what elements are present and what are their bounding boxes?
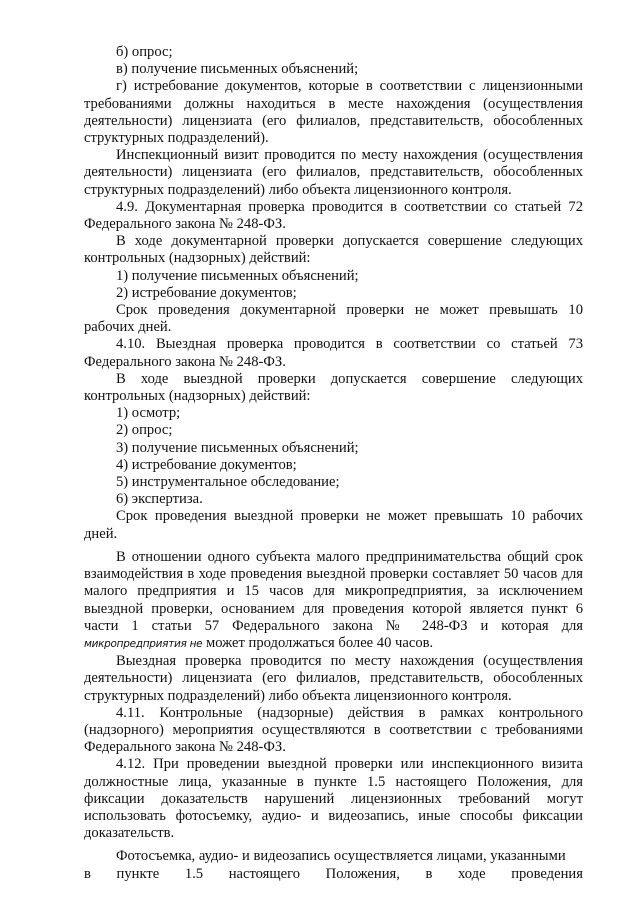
- word: 1.5: [184, 865, 204, 882]
- photo-paragraph: Фотосъемка, аудио- и видеозапись осуществляется лицами, указанными: [116, 848, 566, 865]
- handwritten-insertion: микропредприятия не: [84, 637, 203, 650]
- word: ходе: [458, 865, 486, 882]
- section-4-12: 4.12. При проведении выездной проверки или инспекционного визита должностные лица, указанные в пункте 1.5 настоящего Положения, для фиксации доказательств нарушений лицензионных требований могут использовать фотосъемку, аудио- и видеозапись, иные способы фиксации доказательств.: [84, 756, 583, 842]
- section-4-11: 4.11. Контрольные (надзорные) действия в рамках контрольного (надзорного) мероприятия осуществляются в соответствии с требованиями Федерального закона № 248-ФЗ.: [84, 704, 583, 756]
- word: в: [84, 865, 91, 882]
- item-v: в) получение письменных объяснений;: [116, 61, 359, 78]
- small-business-text-end: может продолжаться более 40 часов.: [205, 634, 434, 651]
- field-check-term: Срок проведения выездной проверки не может превышать 10 рабочих дней.: [84, 508, 583, 542]
- small-business-paragraph: [84, 549, 583, 653]
- field-item-1: 1) осмотр;: [116, 405, 181, 422]
- word: в: [425, 865, 433, 882]
- field-item-5: 5) инструментальное обследование;: [116, 474, 340, 491]
- item-b: б) опрос;: [116, 44, 173, 60]
- small-business-text: В отношении одного субъекта малого предпринимательства общий срок взаимодействия в ходе проведения выездной проверки составляет 50 часов для малого предприятия и 15 часов для микропредприятия, за исключением выездной проверки, основанием для проведения которой является пункт 6 части 1 статьи 57 Федерального закона № 248-ФЗ и которая для: [84, 548, 583, 634]
- photo-paragraph-continuation: [84, 866, 583, 883]
- word: Положения,: [325, 865, 400, 882]
- section-4-10: 4.10. Выездная проверка проводится в соответствии со статьей 73 Федерального закона № 248-ФЗ.: [84, 336, 583, 370]
- doc-check-term: Срок проведения документарной проверки не может превышать 10 рабочих дней.: [84, 302, 583, 336]
- inspection-visit-paragraph: Инспекционный визит проводится по месту нахождения (осуществления деятельности) лицензиата (его филиалов, представительств, обособленных структурных подразделений) либо объекта лицензионного контроля.: [84, 147, 583, 198]
- item-g: г) истребование документов, которые в соответствии с лицензионными требованиями должны находиться в месте нахождения (осуществления деятельности) лицензиата (его филиалов, представительств, обособленных структурных подразделений).: [84, 78, 583, 147]
- word: пункте: [116, 865, 160, 882]
- field-item-2: 2) опрос;: [116, 422, 173, 439]
- word: настоящего: [228, 865, 301, 882]
- doc-item-1: 1) получение письменных объяснений;: [116, 267, 359, 284]
- field-check-actions: В ходе выездной проверки допускается совершение следующих контрольных (надзорных) действий:: [84, 370, 583, 405]
- field-item-6: 6) экспертиза.: [116, 491, 203, 508]
- section-4-9: 4.9. Документарная проверка проводится в соответствии со статьей 72 Федерального закона № 248-ФЗ.: [84, 198, 583, 233]
- field-check-place: Выездная проверка проводится по месту нахождения (осуществления деятельности) лицензиата (его филиалов, представительств, обособленных структурных подразделений) либо объекта лицензионного контроля.: [84, 653, 583, 704]
- doc-check-actions: В ходе документарной проверки допускается совершение следующих контрольных (надзорных) действий:: [84, 233, 583, 267]
- field-item-3: 3) получение письменных объяснений;: [116, 439, 359, 456]
- field-item-4: 4) истребование документов;: [116, 456, 297, 473]
- word: проведения: [511, 865, 583, 882]
- doc-item-2: 2) истребование документов;: [116, 284, 297, 301]
